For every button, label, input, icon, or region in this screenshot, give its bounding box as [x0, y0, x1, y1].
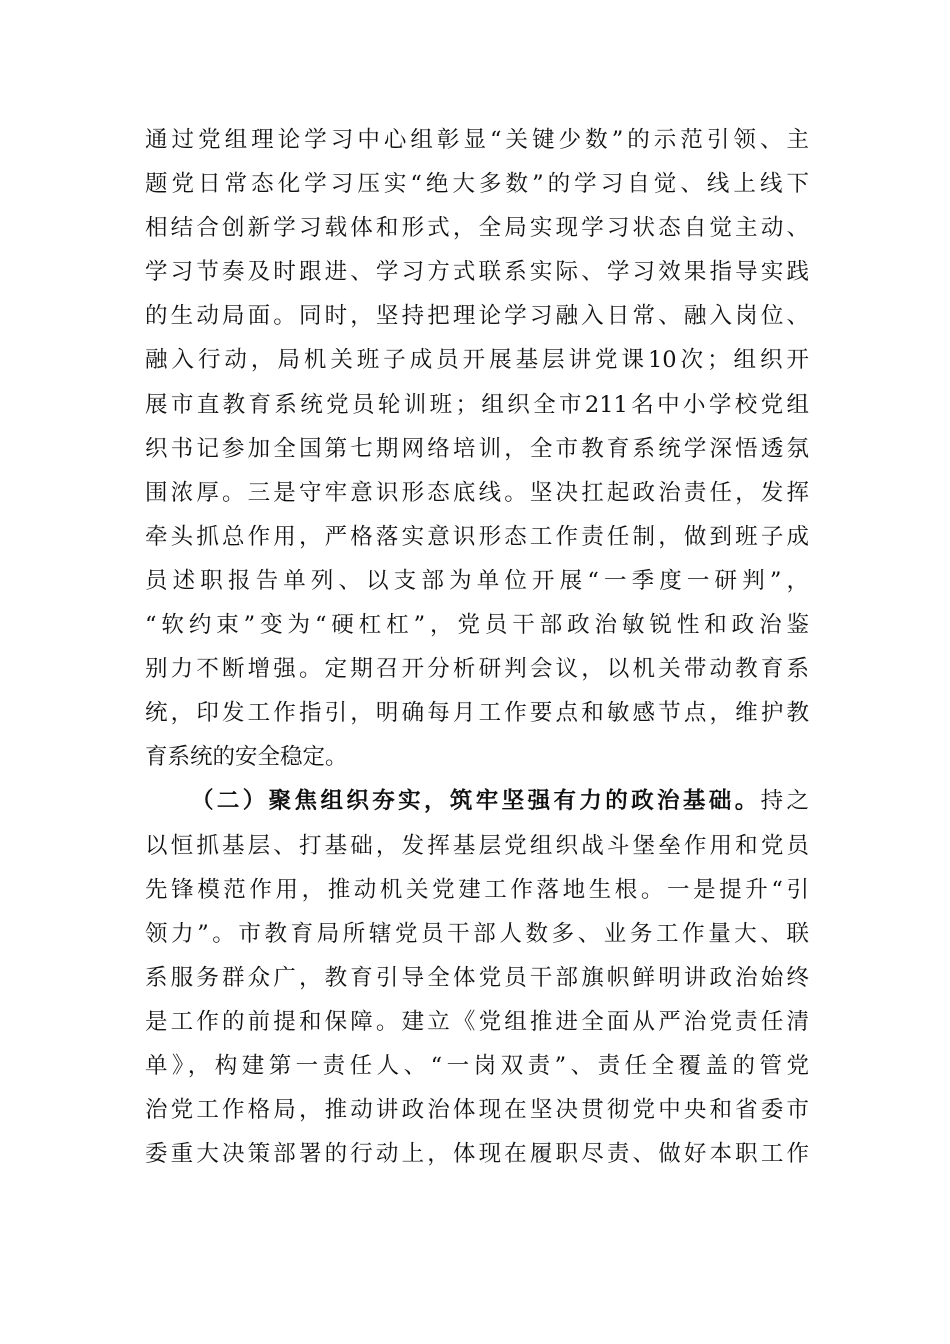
paragraph-line: 统，印发工作指引，明确每月工作要点和敏感节点，维护教: [145, 700, 809, 727]
paragraph-line: 融入行动，局机关班子成员开展基层讲党课10次；组织开: [145, 347, 809, 374]
paragraph-line: 育系统的安全稳定。: [145, 744, 348, 771]
paragraph-line: 通过党组理论学习中心组彰显“关键少数”的示范引领、主: [145, 127, 809, 153]
paragraph-lead-text: 持之: [760, 788, 809, 815]
paragraph-line: 先锋模范作用，推动机关党建工作落地生根。一是提升“引: [145, 876, 809, 903]
document-body: [145, 118, 809, 1176]
paragraph-2: [145, 779, 809, 1176]
paragraph-first-line: [145, 779, 809, 823]
paragraph-line: 围浓厚。三是守牢意识形态底线。坚决扛起政治责任，发挥: [145, 479, 809, 506]
paragraph-line: 员述职报告单列、以支部为单位开展“一季度一研判”，: [145, 567, 809, 594]
paragraph-1: [145, 118, 809, 779]
paragraph-line: 牵头抓总作用，严格落实意识形态工作责任制，做到班子成: [145, 523, 809, 550]
paragraph-line: 系服务群众广，教育引导全体党员干部旗帜鲜明讲政治始终: [145, 964, 809, 991]
paragraph-line: 织书记参加全国第七期网络培训，全市教育系统学深悟透氛: [145, 435, 809, 462]
paragraph-line: “软约束”变为“硬杠杠”，党员干部政治敏锐性和政治鉴: [145, 612, 809, 639]
paragraph-line: 治党工作格局，推动讲政治体现在坚决贯彻党中央和省委市: [145, 1097, 809, 1124]
paragraph-line: 相结合创新学习载体和形式，全局实现学习状态自觉主动、: [145, 215, 809, 242]
paragraph-line: 展市直教育系统党员轮训班；组织全市211名中小学校党组: [145, 391, 809, 418]
paragraph-line: 委重大决策部署的行动上，体现在履职尽责、做好本职工作: [145, 1141, 809, 1168]
paragraph-line: 以恒抓基层、打基础，发挥基层党组织战斗堡垒作用和党员: [145, 832, 809, 859]
paragraph-line: 学习节奏及时跟进、学习方式联系实际、学习效果指导实践: [145, 259, 809, 286]
paragraph-line: 单》，构建第一责任人、“一岗双责”、责任全覆盖的管党: [145, 1052, 809, 1079]
section-heading: （二）聚焦组织夯实，筑牢坚强有力的政治基础。: [191, 788, 761, 815]
paragraph-line: 是工作的前提和保障。建立《党组推进全面从严治党责任清: [145, 1008, 809, 1035]
paragraph-line: 的生动局面。同时，坚持把理论学习融入日常、融入岗位、: [145, 303, 809, 330]
paragraph-line: 别力不断增强。定期召开分析研判会议，以机关带动教育系: [145, 656, 809, 683]
paragraph-line: 题党日常态化学习压实“绝大多数”的学习自觉、线上线下: [145, 171, 809, 198]
paragraph-line: 领力”。市教育局所辖党员干部人数多、业务工作量大、联: [145, 920, 809, 947]
